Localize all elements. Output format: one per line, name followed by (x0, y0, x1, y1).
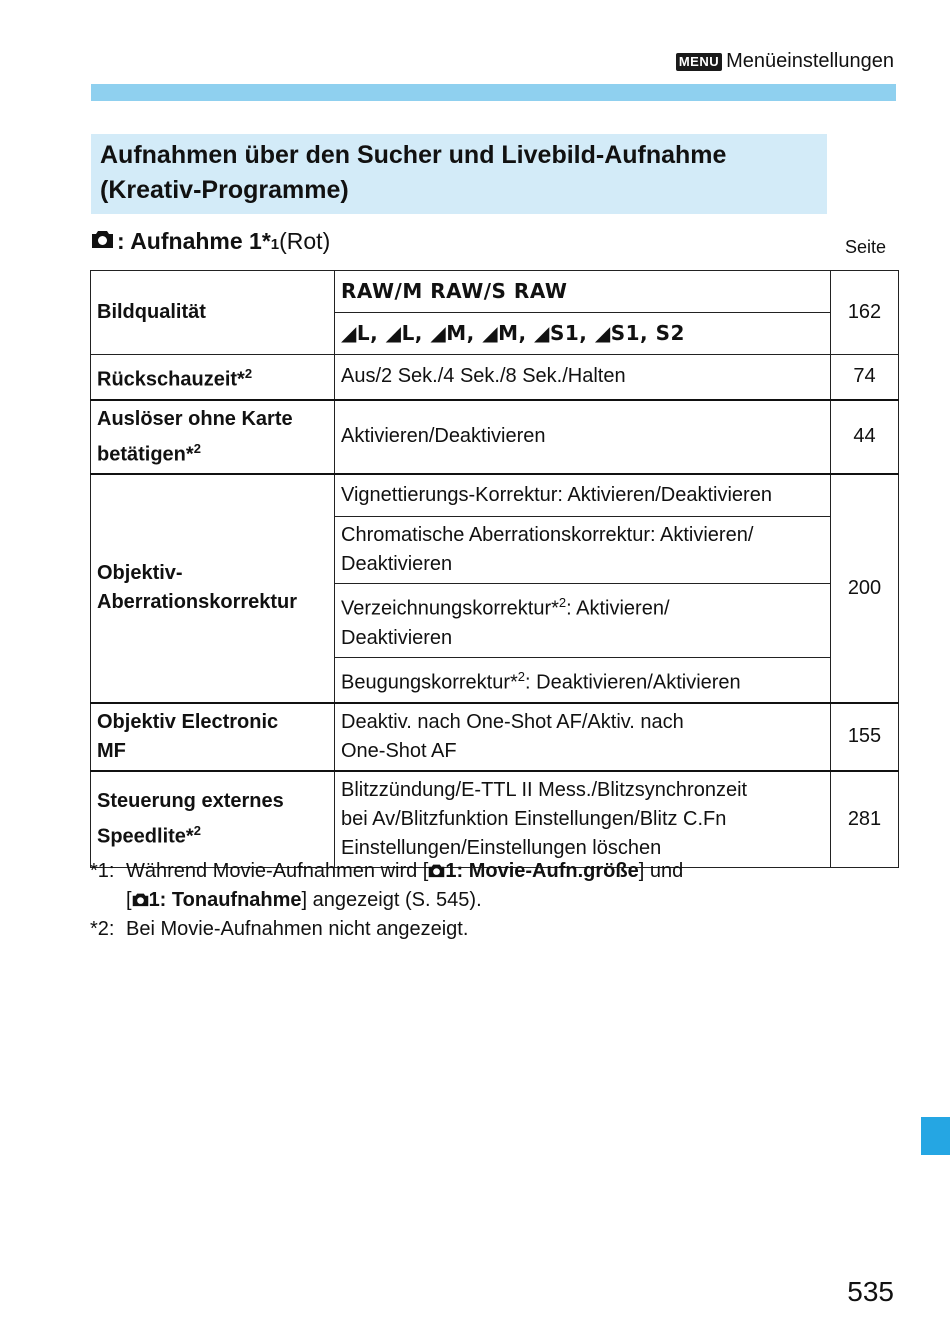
subheading-label: : Aufnahme 1* (117, 228, 271, 254)
option-chromatic: Chromatische Aberrationskorrektur: Aktivieren/ Deaktivieren (335, 517, 831, 584)
table-row (91, 474, 899, 517)
settings-table (90, 270, 899, 868)
page-ref: 155 (831, 703, 899, 771)
section-title-line2: (Kreativ-Programme) (100, 176, 349, 204)
row-label-objektiv: Objektiv- Aberrationskorrektur (91, 474, 335, 702)
subheading-color-note: (Rot) (279, 228, 331, 254)
table-row (91, 771, 899, 868)
subheading-footnote: 1 (270, 236, 280, 253)
page-ref: 200 (831, 474, 899, 702)
chapter-edge-tab (921, 1117, 950, 1155)
row-label-ausloeser: Auslöser ohne Karte betätigen*$^2$ (91, 400, 335, 475)
row-label-speedlite: Steuerung externes Speedlite*$^2$ (91, 771, 335, 868)
quality-jpeg-text: ◢L, ◢L, ◢M, ◢M, ◢S1, ◢S1, S2 (341, 320, 685, 345)
footnotes (90, 857, 850, 944)
section-title (100, 138, 819, 208)
menu-badge-icon: MENU (676, 53, 722, 71)
table-row (91, 355, 899, 400)
row-label-rueckschau: Rückschauzeit*$^2$ (91, 355, 335, 400)
camera-icon (91, 229, 114, 249)
row-options: Aktivieren/Deaktivieren (335, 400, 831, 475)
page-ref: 74 (831, 355, 899, 400)
row-options: Blitzzündung/E-TTL II Mess./Blitzsynchronzeit bei Av/Blitzfunktion Einstellungen/Blitz C.Fn Einstellungen/Einstellungen löschen (335, 771, 831, 868)
row-options: Aus/2 Sek./4 Sek./8 Sek./Halten (335, 355, 831, 400)
quality-raw-text: RAW/M RAW/S RAW (341, 278, 568, 303)
camera-icon (132, 892, 149, 907)
page-number: 535 (847, 1276, 894, 1307)
option-distortion: Verzeichnungskorrektur*$^2$: Aktivieren/ Deaktivieren (335, 584, 831, 658)
option-diffraction: Beugungskorrektur*$^2$: Deaktivieren/Aktivieren (335, 657, 831, 702)
camera-icon (428, 863, 445, 878)
header-title: Menüeinstellungen (726, 50, 894, 72)
quality-raw-options (335, 271, 831, 313)
option-vignetting: Vignettierungs-Korrektur: Aktivieren/Deaktivieren (335, 474, 831, 517)
menu-subheading (91, 228, 330, 255)
table-row (91, 400, 899, 475)
accent-bar (91, 84, 896, 101)
running-header (676, 50, 894, 73)
section-title-line1: Aufnahmen über den Sucher und Livebild-Aufnahme (100, 141, 727, 169)
quality-jpeg-options (335, 313, 831, 355)
page-ref: 44 (831, 400, 899, 475)
row-label-bildqualitaet: Bildqualität (91, 271, 335, 355)
footnote-2: *2: Bei Movie-Aufnahmen nicht angezeigt. (90, 918, 469, 940)
table-row (91, 703, 899, 771)
row-label-electronic-mf: Objektiv Electronic MF (91, 703, 335, 771)
page-ref: 162 (831, 271, 899, 355)
section-heading-box (91, 134, 827, 214)
table-row (91, 271, 899, 313)
row-options: Deaktiv. nach One-Shot AF/Aktiv. nach One-Shot AF (335, 703, 831, 771)
page-ref: 281 (831, 771, 899, 868)
page-column-label: Seite (844, 237, 886, 257)
footnote-1: *1: Während Movie-Aufnahmen wird [ 1: Movie-Aufn.größe] und [ 1: Tonaufnahme] angezeigt (S. 545). (90, 860, 684, 911)
